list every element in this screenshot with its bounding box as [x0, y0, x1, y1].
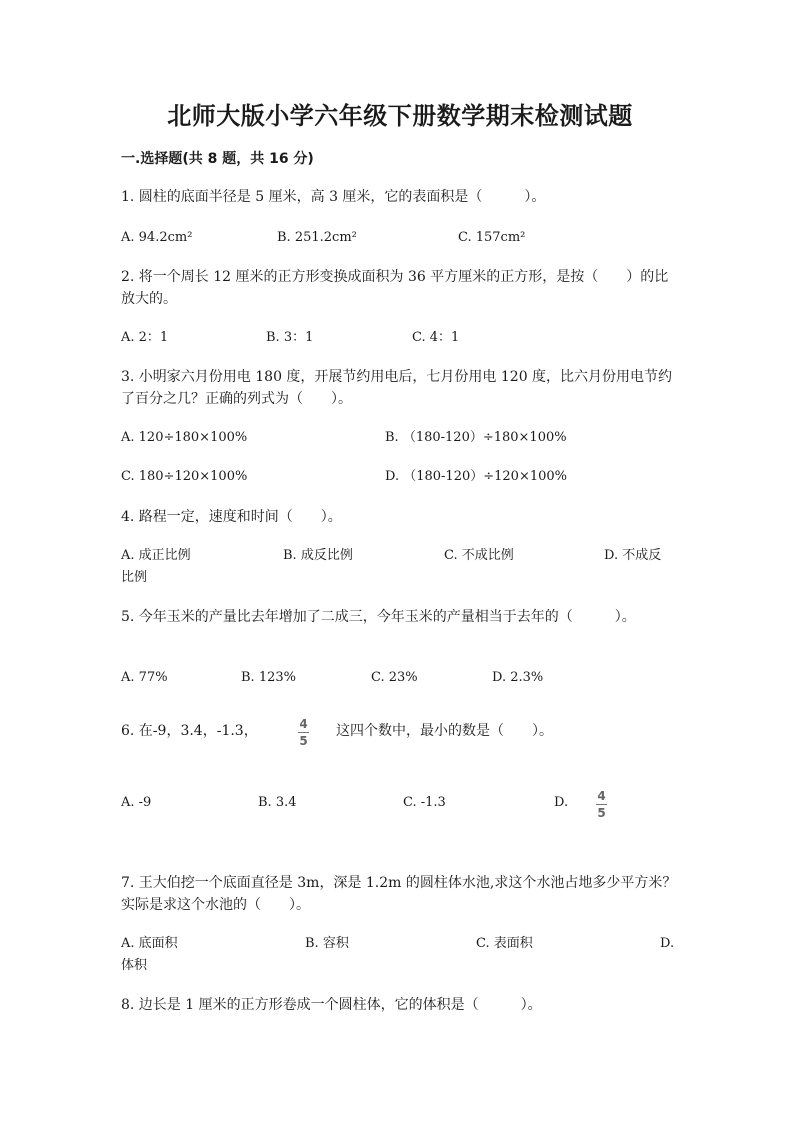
- q3-option-c: C. 180÷120×100%: [121, 469, 248, 484]
- q4-option-c: C. 不成比例: [444, 548, 514, 563]
- q4-option-d-wrap: 比例: [121, 570, 148, 585]
- q6-option-c: C. -1.3: [403, 795, 446, 810]
- q1-option-c: C. 157cm²: [458, 230, 526, 245]
- q2-option-b: B. 3：1: [266, 330, 314, 345]
- page-title: 北师大版小学六年级下册数学期末检测试题: [167, 102, 633, 130]
- q3-option-d: D. （180-120）÷120×100%: [385, 469, 568, 484]
- q6-option-a: A. -9: [121, 795, 152, 810]
- q3-option-a: A. 120÷180×100%: [121, 430, 248, 445]
- fraction-denominator: 5: [597, 806, 606, 820]
- q6-option-d-fraction: [596, 789, 607, 820]
- section-heading: 一.选择题(共 8 题，共 16 分): [121, 151, 314, 167]
- q4-option-a: A. 成正比例: [121, 548, 191, 563]
- q2-option-a: A. 2：1: [121, 330, 169, 345]
- question-3: 3. 小明家六月份用电 180 度，开展节约用电后，七月份用电 120 度，比六月份用电节约了百分之几？正确的列式为（ ）。: [121, 369, 673, 407]
- question-1: 1. 圆柱的底面半径是 5 厘米，高 3 厘米，它的表面积是（ ）。: [121, 189, 546, 205]
- q7-option-c: C. 表面积: [476, 936, 533, 951]
- q5-option-c: C. 23%: [371, 670, 418, 685]
- q3-option-b: B. （180-120）÷180×100%: [385, 430, 567, 445]
- fraction-numerator: 4: [299, 717, 308, 731]
- q6-option-d: D.: [554, 795, 569, 810]
- fraction-bar: [596, 804, 607, 805]
- question-6-start: 6. 在-9，3.4，-1.3，: [121, 723, 258, 739]
- q7-option-a: A. 底面积: [121, 936, 178, 951]
- q7-option-d: D.: [660, 936, 675, 951]
- q4-option-b: B. 成反比例: [283, 548, 353, 563]
- q7-option-b: B. 容积: [305, 936, 349, 951]
- fraction-bar: [298, 732, 309, 733]
- question-8: 8. 边长是 1 厘米的正方形卷成一个圆柱体，它的体积是（ ）。: [121, 997, 542, 1013]
- question-2: 2. 将一个周长 12 厘米的正方形变换成面积为 36 平方厘米的正方形，是按（ ）的比放大的。: [121, 269, 669, 307]
- q6-option-b: B. 3.4: [258, 795, 297, 810]
- q5-option-b: B. 123%: [241, 670, 296, 685]
- q1-option-b: B. 251.2cm²: [277, 230, 357, 245]
- fraction-denominator: 5: [299, 734, 308, 748]
- q1-option-a: A. 94.2cm²: [121, 230, 193, 245]
- q7-option-d-wrap: 体积: [121, 958, 148, 973]
- q5-option-d: D. 2.3%: [492, 670, 544, 685]
- q5-option-a: A. 77%: [121, 670, 168, 685]
- question-7: 7. 王大伯挖一个底面直径是 3m，深是 1.2m 的圆柱体水池,求这个水池占地多少平方米？实际是求这个水池的（ ）。: [121, 875, 677, 913]
- fraction-numerator: 4: [597, 789, 606, 803]
- question-4: 4. 路程一定，速度和时间（ ）。: [121, 509, 342, 525]
- question-5: 5. 今年玉米的产量比去年增加了二成三，今年玉米的产量相当于去年的（ ）。: [121, 609, 636, 625]
- question-6-end: 这四个数中，最小的数是（ ）。: [336, 723, 553, 739]
- q6-fraction: [298, 717, 309, 748]
- q4-option-d: D. 不成反: [604, 548, 662, 563]
- q2-option-c: C. 4：1: [412, 330, 460, 345]
